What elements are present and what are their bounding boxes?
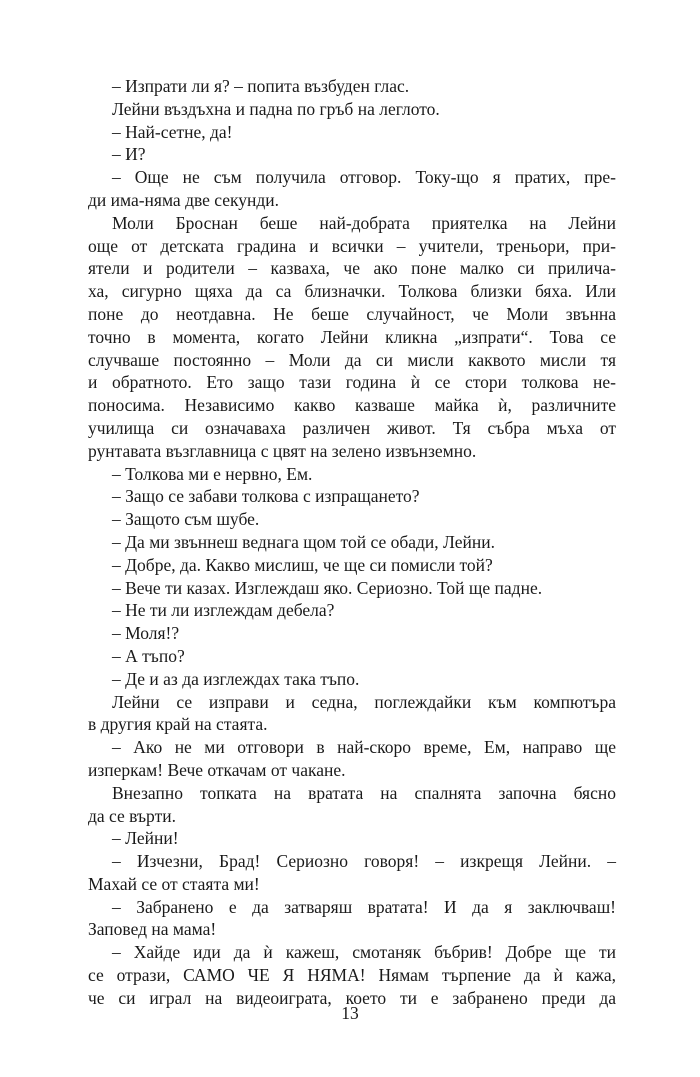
text-line: – Най-сетне, да!: [112, 121, 233, 142]
text-line: – Лейни!: [112, 828, 179, 849]
text-line: – Не ти ли изглеждам дебела?: [112, 600, 335, 621]
text-line: се отрази, САМО ЧЕ Я НЯМА! Нямам търпение да ѝ кажа,: [88, 965, 616, 986]
page-number: 13: [341, 1003, 359, 1023]
text-line: в другия край на стаята.: [88, 714, 268, 735]
text-line: да се върти.: [88, 805, 176, 826]
text-line: – Ако не ми отговори в най-скоро време, Ем, направо ще: [112, 737, 616, 758]
text-line: Лейни се изправи и седна, поглеждайки към компютъра: [112, 691, 616, 712]
text-line: – Защо се забави толкова с изпращането?: [112, 486, 420, 507]
page-body: [88, 75, 616, 1010]
text-line: още от детската градина и всички – учители, треньори, при-: [88, 235, 616, 256]
text-line: – Толкова ми е нервно, Ем.: [112, 463, 313, 484]
text-line: – Де и аз да изглеждах така тъпо.: [112, 668, 360, 689]
text-line: ятели и родители – казваха, че ако поне малко си прилича-: [88, 258, 616, 279]
text-line: – Изчезни, Брад! Сериозно говоря! – изкрещя Лейни. –: [112, 851, 616, 872]
text-line: рунтавата възглавница с цвят на зелено извънземно.: [88, 440, 477, 461]
text-line: Махай се от стаята ми!: [88, 873, 260, 894]
text-line: Лейни въздъхна и падна по гръб на леглото.: [112, 98, 440, 119]
text-line: Заповед на мама!: [88, 919, 217, 940]
text-line: Внезапно топката на вратата на спалнята започна бясно: [112, 782, 616, 803]
text-line: – Още не съм получила отговор. Току-що я пратих, пре-: [112, 167, 616, 188]
text-line: изперкам! Вече откачам от чакане.: [88, 759, 346, 780]
text-line: – Добре, да. Какво мислиш, че ще си помисли той?: [112, 554, 493, 575]
text-line: и обратното. Ето защо тази година ѝ се стори толкова не-: [88, 372, 616, 393]
text-line: поне до неотдавна. Не беше случайност, че Моли звънна: [88, 303, 616, 324]
text-line: – Хайде иди да ѝ кажеш, смотаняк бъбрив! Добре ще ти: [112, 942, 616, 963]
text-line: – Моля!?: [112, 623, 180, 644]
text-line: ди има-няма две секунди.: [88, 189, 280, 210]
text-line: – Изпрати ли я? – попита възбуден глас.: [112, 76, 410, 96]
text-line: поносима. Независимо какво казваше майка ѝ, различните: [88, 395, 616, 416]
text-line: – И?: [112, 144, 146, 165]
text-line: че си играл на видеоиграта, което ти е забранено преди да: [88, 987, 616, 1008]
text-line: – А тъпо?: [112, 645, 185, 666]
text-line: случваше постоянно – Моли да си мисли каквото мисли тя: [88, 349, 616, 370]
text-line: точно в момента, когато Лейни кликна „изпрати“. Това се: [88, 326, 616, 347]
text-line: – Да ми звъннеш веднага щом той се обади, Лейни.: [112, 531, 496, 552]
text-line: ха, сигурно щяха да са близначки. Толкова близки бяха. Или: [88, 281, 616, 302]
text-line: училища си означаваха различен живот. Тя събра мъха от: [88, 417, 616, 438]
text-line: – Вече ти казах. Изглеждаш яко. Сериозно. Той ще падне.: [112, 577, 543, 598]
text-line: Моли Броснан беше най-добрата приятелка на Лейни: [112, 212, 616, 233]
text-line: – Забранено е да затваряш вратата! И да я заключваш!: [112, 896, 616, 917]
text-line: – Защото съм шубе.: [112, 509, 260, 530]
